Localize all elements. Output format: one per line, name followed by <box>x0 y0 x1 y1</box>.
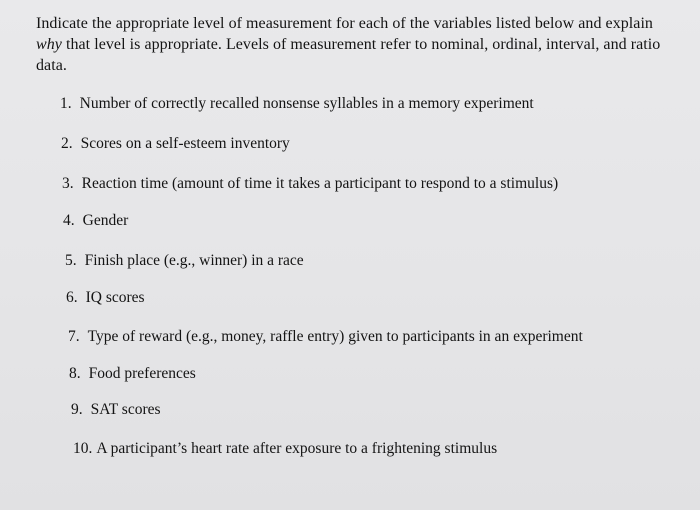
question-text: Number of correctly recalled nonsense syllables in a memory experiment <box>79 95 534 112</box>
question-text: IQ scores <box>85 289 145 306</box>
question-number: 7. <box>68 328 80 345</box>
question-item <box>62 174 558 194</box>
question-item <box>61 134 290 154</box>
question-text: Scores on a self-esteem inventory <box>80 135 290 152</box>
instructions-emphasis: why <box>36 36 62 53</box>
question-text: SAT scores <box>90 401 161 418</box>
question-item <box>63 211 128 231</box>
question-item <box>66 288 145 308</box>
instructions-paragraph <box>36 13 676 76</box>
question-number: 10. <box>73 440 93 457</box>
question-text: Finish place (e.g., winner) in a race <box>84 252 304 269</box>
question-item <box>71 400 161 420</box>
question-number: 4. <box>63 212 75 229</box>
question-text: Type of reward (e.g., money, raffle entry) given to participants in an experiment <box>87 328 583 345</box>
question-number: 2. <box>61 135 73 152</box>
question-number: 3. <box>62 175 74 192</box>
question-text: Gender <box>82 212 129 229</box>
question-item <box>65 251 304 271</box>
question-number: 6. <box>66 289 78 306</box>
question-number: 9. <box>71 401 83 418</box>
instructions-text-start: Indicate the appropriate level of measurement for each of the variables listed below and explain <box>36 15 653 32</box>
instructions-text-end: that level is appropriate. Levels of measurement refer to nominal, ordinal, interval, and ratio data. <box>36 36 661 74</box>
question-number: 8. <box>69 365 81 382</box>
question-number: 1. <box>60 95 72 112</box>
question-number: 5. <box>65 252 77 269</box>
question-text: A participant’s heart rate after exposure to a frightening stimulus <box>96 440 498 457</box>
question-item <box>68 327 583 347</box>
question-item <box>73 439 497 459</box>
question-text: Reaction time (amount of time it takes a participant to respond to a stimulus) <box>81 175 559 192</box>
question-item <box>60 94 534 114</box>
question-item <box>69 364 196 384</box>
question-text: Food preferences <box>88 365 196 382</box>
